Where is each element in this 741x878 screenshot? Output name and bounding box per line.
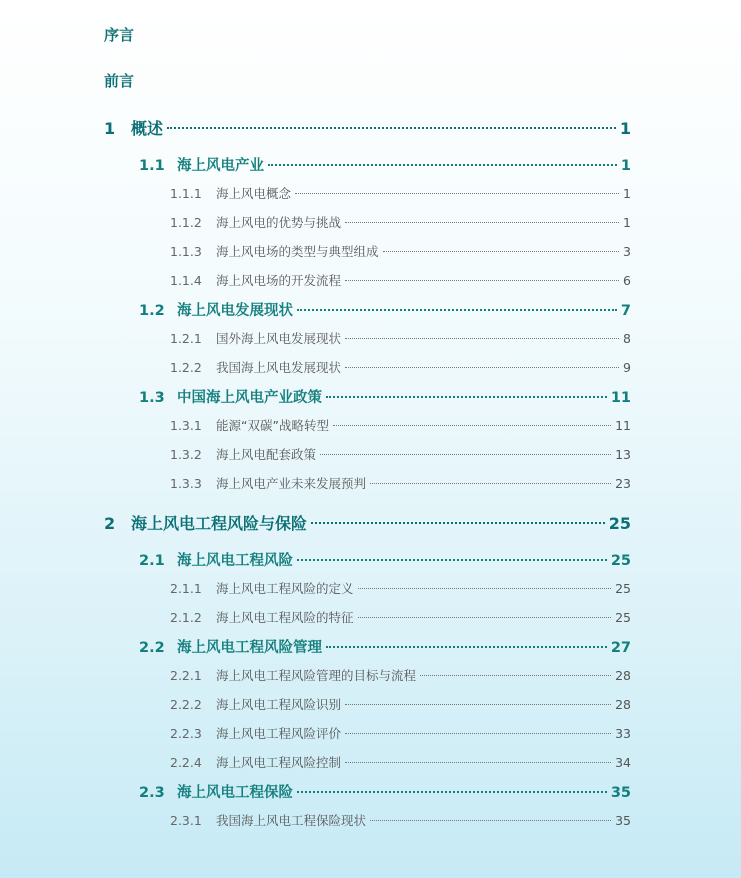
toc-subsection-number: 1.2.2 — [170, 360, 202, 375]
toc-foreword[interactable] — [104, 70, 134, 91]
toc-page-number: 25 — [615, 610, 631, 625]
toc-page-number: 33 — [615, 726, 631, 741]
toc-section-1-3[interactable] — [139, 386, 631, 407]
toc-subsection-2-2-4[interactable] — [170, 753, 631, 771]
toc-leader — [358, 588, 612, 589]
toc-leader — [295, 193, 619, 194]
toc-section-number: 1.2 — [139, 303, 165, 319]
toc-section-title: 海上风电工程保险 — [177, 785, 293, 801]
toc-leader — [345, 222, 619, 223]
toc-page-number: 25 — [615, 581, 631, 596]
toc-subsection-title: 国外海上风电发展现状 — [216, 331, 342, 346]
toc-chapter-1[interactable] — [104, 116, 631, 139]
toc-leader — [420, 675, 611, 676]
toc-section-number: 2.2 — [139, 640, 165, 656]
toc-subsection-2-3-1[interactable] — [170, 811, 631, 829]
toc-chapter-number: 1 — [104, 119, 116, 138]
toc-page-number: 25 — [610, 553, 631, 569]
toc-section-number: 2.1 — [139, 553, 165, 569]
toc-subsection-number: 2.2.3 — [170, 726, 202, 741]
toc-page-number: 23 — [615, 476, 631, 491]
toc-leader — [268, 164, 617, 166]
toc-preface-title: 序言 — [104, 26, 135, 44]
toc-subsection-2-1-2[interactable] — [170, 608, 631, 626]
toc-leader — [345, 367, 619, 368]
toc-subsection-number: 2.2.2 — [170, 697, 202, 712]
toc-subsection-1-3-2[interactable] — [170, 445, 631, 463]
toc-chapter-number: 2 — [104, 514, 116, 533]
toc-subsection-title: 我国海上风电发展现状 — [216, 360, 342, 375]
toc-page-number: 11 — [615, 418, 631, 433]
toc-page-number: 25 — [608, 514, 631, 533]
toc-page-number: 8 — [623, 331, 631, 346]
toc-subsection-number: 1.1.1 — [170, 186, 202, 201]
toc-page-number: 35 — [615, 813, 631, 828]
toc-subsection-number: 2.1.1 — [170, 581, 202, 596]
toc-subsection-1-2-1[interactable] — [170, 329, 631, 347]
toc-subsection-number: 2.1.2 — [170, 610, 202, 625]
toc-page-number: 7 — [620, 303, 631, 319]
toc-subsection-title: 海上风电概念 — [216, 186, 292, 201]
toc-subsection-title: 海上风电工程风险的定义 — [216, 581, 354, 596]
toc-section-number: 2.3 — [139, 785, 165, 801]
toc-page-number: 27 — [610, 640, 631, 656]
toc-subsection-1-3-3[interactable] — [170, 474, 631, 492]
toc-subsection-title: 海上风电工程风险的特征 — [216, 610, 354, 625]
toc-preface[interactable] — [104, 24, 134, 45]
toc-leader — [320, 454, 611, 455]
toc-section-2-3[interactable] — [139, 781, 631, 802]
toc-subsection-title: 能源“双碳”战略转型 — [216, 418, 329, 433]
toc-leader — [345, 762, 611, 763]
toc-leader — [297, 309, 617, 311]
toc-section-number: 1.3 — [139, 390, 165, 406]
toc-leader — [333, 425, 611, 426]
toc-subsection-title: 海上风电配套政策 — [216, 447, 317, 462]
toc-page-number: 34 — [615, 755, 631, 770]
toc-subsection-2-2-2[interactable] — [170, 695, 631, 713]
toc-page-number: 3 — [623, 244, 631, 259]
toc-subsection-1-1-4[interactable] — [170, 271, 631, 289]
toc-subsection-title: 海上风电工程风险识别 — [216, 697, 342, 712]
toc-section-title: 海上风电发展现状 — [177, 303, 293, 319]
toc-leader — [370, 820, 611, 821]
toc-page-number: 28 — [615, 697, 631, 712]
toc-leader — [311, 522, 605, 524]
toc-subsection-title: 海上风电工程风险控制 — [216, 755, 342, 770]
toc-page-number: 9 — [623, 360, 631, 375]
toc-page-number: 1 — [623, 215, 631, 230]
toc-leader — [326, 396, 607, 398]
toc-subsection-number: 1.3.3 — [170, 476, 202, 491]
toc-chapter-title: 概述 — [131, 119, 164, 138]
toc-subsection-number: 2.2.4 — [170, 755, 202, 770]
toc-leader — [345, 733, 611, 734]
toc-page-number: 13 — [615, 447, 631, 462]
toc-page-number: 35 — [610, 785, 631, 801]
toc-section-2-2[interactable] — [139, 636, 631, 657]
toc-leader — [297, 791, 607, 793]
toc-subsection-title: 海上风电场的类型与典型组成 — [216, 244, 379, 259]
toc-subsection-number: 1.3.2 — [170, 447, 202, 462]
toc-subsection-title: 海上风电的优势与挑战 — [216, 215, 342, 230]
toc-leader — [383, 251, 620, 252]
toc-subsection-1-1-3[interactable] — [170, 242, 631, 260]
toc-section-1-2[interactable] — [139, 299, 631, 320]
toc-subsection-number: 1.3.1 — [170, 418, 202, 433]
toc-subsection-2-2-1[interactable] — [170, 666, 631, 684]
toc-section-title: 海上风电工程风险管理 — [177, 640, 322, 656]
toc-page-number: 28 — [615, 668, 631, 683]
toc-leader — [167, 127, 616, 129]
toc-subsection-number: 1.2.1 — [170, 331, 202, 346]
toc-section-title: 中国海上风电产业政策 — [177, 390, 322, 406]
toc-subsection-2-2-3[interactable] — [170, 724, 631, 742]
toc-subsection-1-1-1[interactable] — [170, 184, 631, 202]
toc-chapter-2[interactable] — [104, 511, 631, 534]
toc-section-2-1[interactable] — [139, 549, 631, 570]
toc-subsection-title: 我国海上风电工程保险现状 — [216, 813, 367, 828]
toc-page-number: 1 — [623, 186, 631, 201]
toc-subsection-number: 1.1.4 — [170, 273, 202, 288]
toc-page-number: 1 — [620, 158, 631, 174]
toc-subsection-number: 1.1.3 — [170, 244, 202, 259]
toc-leader — [370, 483, 611, 484]
toc-page-number: 1 — [619, 119, 631, 138]
toc-subsection-title: 海上风电工程风险管理的目标与流程 — [216, 668, 417, 683]
toc-leader — [345, 704, 611, 705]
toc-leader — [326, 646, 607, 648]
toc-subsection-title: 海上风电工程风险评价 — [216, 726, 342, 741]
toc-section-title: 海上风电产业 — [177, 158, 264, 174]
toc-subsection-2-1-1[interactable] — [170, 579, 631, 597]
toc-section-number: 1.1 — [139, 158, 165, 174]
toc-section-title: 海上风电工程风险 — [177, 553, 293, 569]
toc-chapter-title: 海上风电工程风险与保险 — [131, 514, 308, 533]
toc-subsection-title: 海上风电场的开发流程 — [216, 273, 342, 288]
toc-leader — [345, 280, 619, 281]
toc-subsection-number: 2.2.1 — [170, 668, 202, 683]
toc-subsection-number: 2.3.1 — [170, 813, 202, 828]
toc-subsection-1-1-2[interactable] — [170, 213, 631, 231]
toc-leader — [358, 617, 612, 618]
toc-section-1-1[interactable] — [139, 154, 631, 175]
toc-page-number: 6 — [623, 273, 631, 288]
toc-leader — [297, 559, 607, 561]
toc-foreword-title: 前言 — [104, 72, 135, 90]
toc-subsection-1-2-2[interactable] — [170, 358, 631, 376]
toc-leader — [345, 338, 619, 339]
toc-page-number: 11 — [610, 390, 631, 406]
toc-subsection-1-3-1[interactable] — [170, 416, 631, 434]
toc-subsection-title: 海上风电产业未来发展预判 — [216, 476, 367, 491]
toc-subsection-number: 1.1.2 — [170, 215, 202, 230]
